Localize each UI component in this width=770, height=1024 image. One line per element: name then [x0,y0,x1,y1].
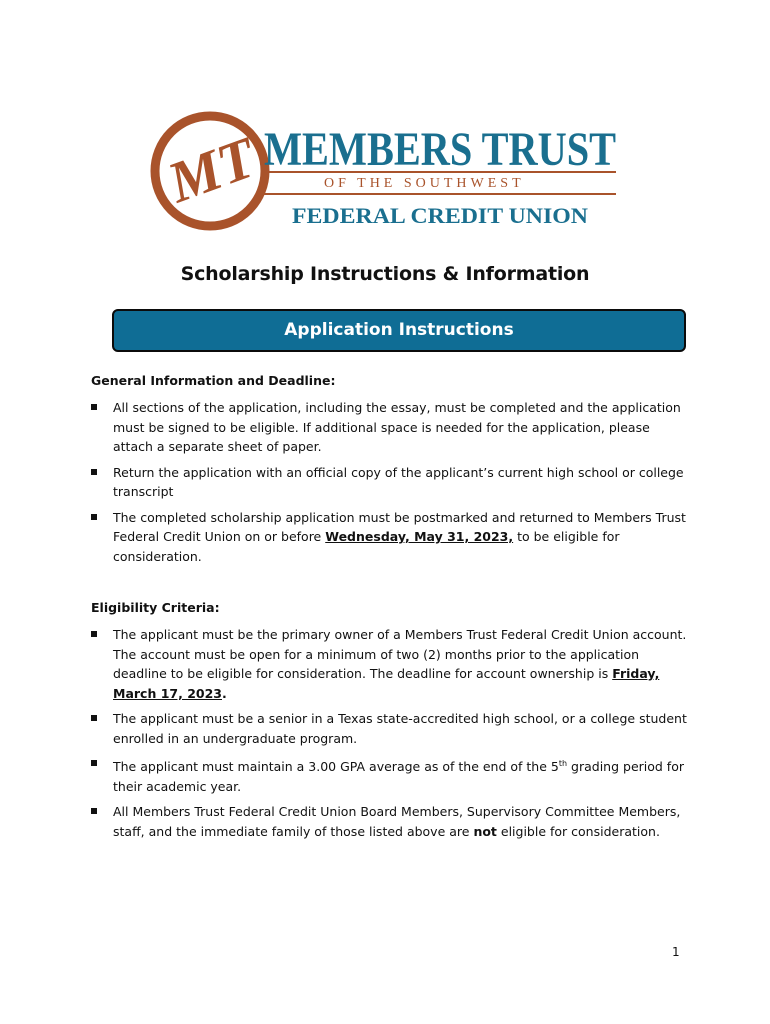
list-item-text: All Members Trust Federal Credit Union Board Members, Supervisory Committee Members, staff, and the immediate family of those listed above are [113,804,681,839]
application-deadline-date: Wednesday, May 31, 2023, [325,529,514,544]
application-instructions-banner: Application Instructions [112,309,686,352]
credit-union-logo [150,110,620,235]
logo-graphic [150,110,620,235]
list-item [91,398,691,457]
emphasis-not: not [473,823,497,839]
list-item-text: The applicant must maintain a 3.00 GPA average as of the end of the 5 [113,759,559,775]
square-bullet-icon [91,715,97,721]
document-title: Scholarship Instructions & Information [180,263,590,285]
logo-name-line3: FEDERAL CREDIT UNION [292,203,589,228]
list-item [91,508,691,567]
list-item-text: grading period for their academic year. [113,759,684,794]
list-item-text: . [221,685,227,701]
square-bullet-icon [91,808,97,814]
account-ownership-deadline-date: Friday, March 17, 2023 [113,666,660,701]
list-item [91,709,691,748]
page-number: 1 [672,945,680,959]
eligibility-criteria-heading: Eligibility Criteria: [91,600,220,615]
logo-name-line1: MEMBERS TRUST [264,123,616,176]
general-information-heading: General Information and Deadline: [91,373,336,388]
list-item-text: All sections of the application, including the essay, must be completed and the application must be signed to be eligible. If additional space is needed for the application, please attach a separate sheet of paper. [113,400,681,454]
list-item-text: Return the application with an official copy of the applicant’s current high school or college transcript [113,464,684,499]
square-bullet-icon [91,760,97,766]
general-information-section [91,373,691,572]
list-item-text: The completed scholarship application must be postmarked and returned to Members Trust Federal Credit Union on or before [113,509,686,544]
logo-monogram: MT [159,124,264,216]
list-item-text: The applicant must be the primary owner of a Members Trust Federal Credit Union account. The account must be open for a minimum of two (2) months prior to the application deadline to be eligible for consideration. The deadline for account ownership is [113,627,687,681]
list-item [91,463,691,502]
list-item-text: The applicant must be a senior in a Texas state-accredited high school, or a college student enrolled in an undergraduate program. [113,711,687,746]
logo-name-line2: OF THE SOUTHWEST [324,176,525,191]
square-bullet-icon [91,404,97,410]
square-bullet-icon [91,514,97,520]
list-item [91,625,691,703]
list-item-text: to be eligible for consideration. [113,529,620,564]
square-bullet-icon [91,631,97,637]
list-item [91,754,691,796]
list-item-text: eligible for consideration. [496,823,660,839]
square-bullet-icon [91,469,97,475]
ordinal-suffix: th [558,759,568,768]
list-item [91,802,691,841]
eligibility-criteria-section [91,600,691,847]
